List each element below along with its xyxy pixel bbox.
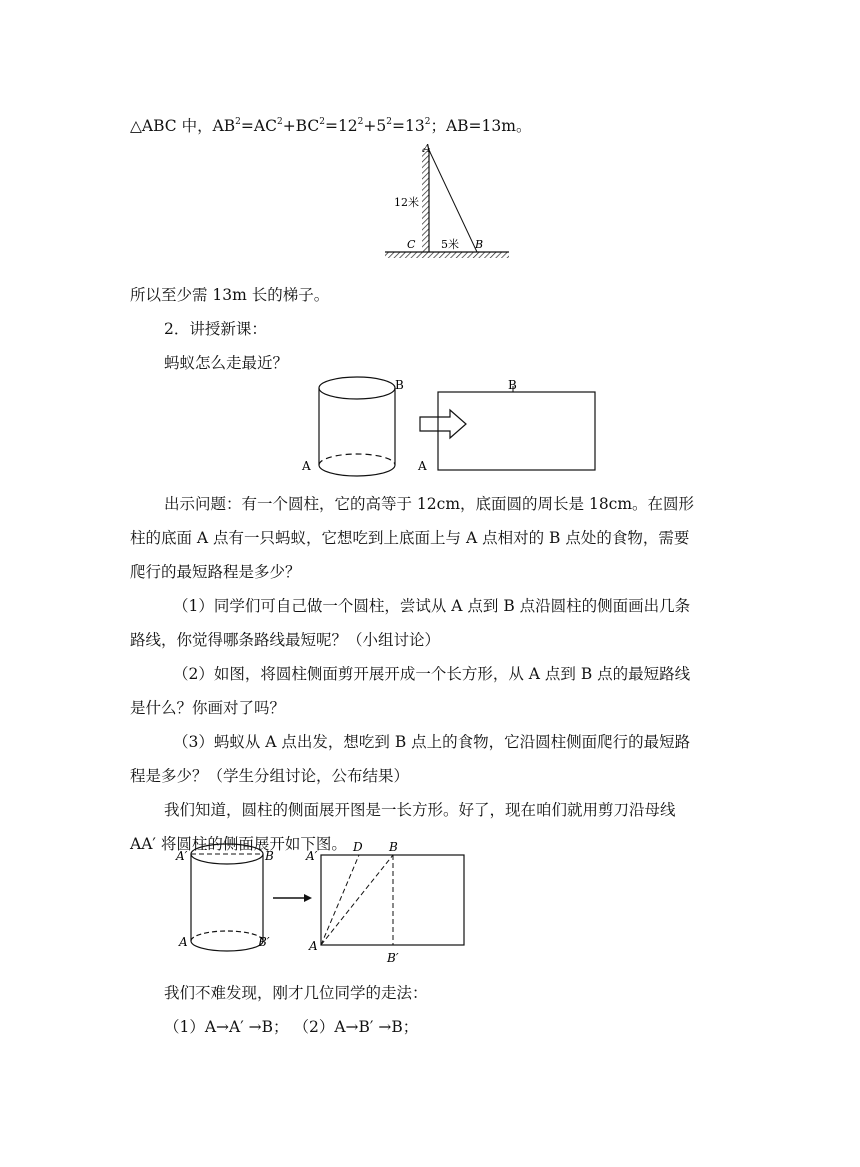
label-base: 5米 (441, 238, 459, 251)
ground (385, 252, 509, 258)
label-b-prime-right: B′ (387, 951, 399, 965)
label-b-left: B (265, 849, 274, 863)
rect-label-b: B (508, 378, 517, 392)
unfold-line-1: 我们知道，圆柱的侧面展开图是一长方形。好了，现在咱们就用剪刀沿母线 (164, 801, 676, 819)
conclusion-text: 所以至少需 13m 长的梯子。 (130, 286, 330, 304)
label-d: D (353, 840, 363, 854)
path-a-d (321, 855, 359, 945)
q1-line-1: （1）同学们可自己做一个圆柱，尝试从 A 点到 B 点沿圆柱的侧面画出几条 (173, 597, 691, 615)
pythagorean-equation: △ABC 中，$AB^2=AC^2+BC^2=12^2+5^2=13^2$；AB=13m。 (130, 117, 532, 135)
label-b-prime-left: B′ (258, 935, 270, 949)
label-a-right: A (309, 939, 318, 953)
unfold-line-2: AA′ 将圆柱的侧面展开如下图。 (130, 835, 347, 853)
cylinder-figure (300, 372, 605, 477)
label-a-left: A (179, 935, 188, 949)
label-a-prime-left: A′ (176, 849, 188, 863)
problem-line-3: 爬行的最短路程是多少？ (130, 563, 301, 581)
problem-line-1: 出示问题：有一个圆柱，它的高等于 12cm，底面圆的周长是 18cm。在圆形 (164, 495, 695, 513)
discover-text: 我们不难发现，刚才几位同学的走法： (164, 984, 428, 1002)
path-a-b (321, 855, 393, 945)
label-height: 12米 (394, 196, 419, 209)
label-b: B (475, 238, 484, 251)
rect-label-a: A (418, 459, 427, 473)
q2-line-1: （2）如图，将圆柱侧面剪开展开成一个长方形，从 A 点到 B 点的最短路线 (173, 665, 691, 683)
q3-line-2: 程是多少？（学生分组讨论，公布结果） (130, 767, 410, 785)
cyl-label-b: B (395, 378, 404, 392)
question-text: 蚂蚁怎么走最近？ (164, 354, 289, 372)
label-c: C (407, 238, 416, 251)
label-b-right: B (389, 840, 398, 854)
ladder-line (429, 150, 477, 252)
label-a-prime-right: A′ (306, 849, 318, 863)
arrow-head-icon (304, 894, 312, 902)
unfolded-rectangle (438, 392, 595, 470)
problem-line-2: 柱的底面 A 点有一只蚂蚁，它想吃到上底面上与 A 点相对的 B 点处的食物，需要 (130, 529, 690, 547)
q3-line-1: （3）蚂蚁从 A 点出发，想吃到 B 点上的食物，它沿圆柱侧面爬行的最短路 (173, 733, 691, 751)
paths-text: （1）A→A′ →B； （2）A→B′ →B； (164, 1018, 419, 1036)
label-a: A (423, 142, 431, 155)
wall (422, 148, 429, 252)
arrow-right-icon (420, 410, 466, 438)
cylinder-top (319, 377, 395, 399)
section-heading: 2．讲授新课： (164, 320, 267, 338)
ladder-figure (385, 142, 515, 260)
q2-line-2: 是什么？你画对了吗？ (130, 699, 286, 717)
unfolded-path-figure (176, 838, 471, 968)
q1-line-2: 路线，你觉得哪条路线最短呢？（小组讨论） (130, 631, 441, 649)
cyl-label-a: A (302, 459, 311, 473)
